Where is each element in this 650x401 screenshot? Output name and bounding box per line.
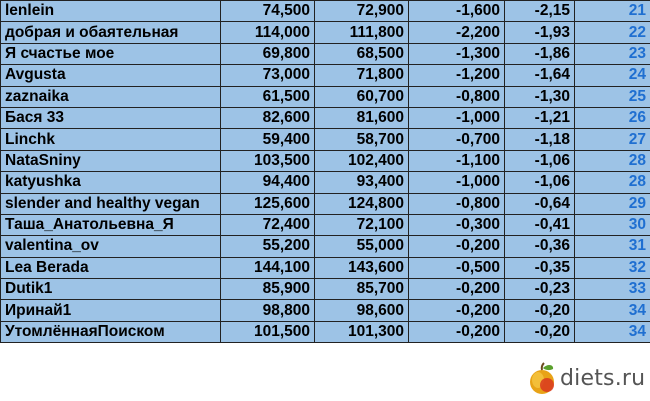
table-row (1, 86, 650, 107)
start-weight: 103,500 (221, 150, 315, 171)
rank-number: 23 (575, 43, 650, 64)
current-weight: 101,300 (315, 321, 409, 342)
current-weight: 98,600 (315, 300, 409, 321)
participant-name: valentina_ov (1, 236, 221, 257)
weight-change: -0,800 (409, 86, 505, 107)
weight-change: -1,100 (409, 150, 505, 171)
percent-change: -0,35 (505, 257, 575, 278)
participant-name: Linchk (1, 129, 221, 150)
start-weight: 61,500 (221, 86, 315, 107)
start-weight: 74,500 (221, 1, 315, 22)
percent-change: -0,41 (505, 214, 575, 235)
table-row (1, 107, 650, 128)
percent-change: -1,30 (505, 86, 575, 107)
logo-text: diets.ru (560, 365, 646, 391)
start-weight: 144,100 (221, 257, 315, 278)
percent-change: -2,15 (505, 1, 575, 22)
percent-change: -1,64 (505, 65, 575, 86)
apple-icon (528, 361, 556, 395)
participant-name: УтомлённаяПоиском (1, 321, 221, 342)
percent-change: -1,21 (505, 107, 575, 128)
start-weight: 98,800 (221, 300, 315, 321)
participant-name: zaznaika (1, 86, 221, 107)
current-weight: 143,600 (315, 257, 409, 278)
rank-number: 34 (575, 300, 650, 321)
start-weight: 59,400 (221, 129, 315, 150)
participant-name: NataSniny (1, 150, 221, 171)
participant-name: Lea Berada (1, 257, 221, 278)
start-weight: 69,800 (221, 43, 315, 64)
percent-change: -1,93 (505, 22, 575, 43)
percent-change: -0,64 (505, 193, 575, 214)
start-weight: 101,500 (221, 321, 315, 342)
table-row (1, 129, 650, 150)
table-row (1, 22, 650, 43)
participant-name: добрая и обаятельная (1, 22, 221, 43)
percent-change: -1,06 (505, 150, 575, 171)
table-row (1, 279, 650, 300)
table-row (1, 65, 650, 86)
start-weight: 55,200 (221, 236, 315, 257)
participant-name: Иринай1 (1, 300, 221, 321)
rank-number: 26 (575, 107, 650, 128)
percent-change: -1,86 (505, 43, 575, 64)
rank-number: 31 (575, 236, 650, 257)
rank-number: 29 (575, 193, 650, 214)
participant-name: lenlein (1, 1, 221, 22)
weight-change: -1,000 (409, 107, 505, 128)
start-weight: 85,900 (221, 279, 315, 300)
current-weight: 111,800 (315, 22, 409, 43)
participant-name: Бася 33 (1, 107, 221, 128)
participant-name: Я счастье мое (1, 43, 221, 64)
diets-logo[interactable] (528, 360, 645, 396)
table-row (1, 321, 650, 342)
weight-change: -1,300 (409, 43, 505, 64)
table-row (1, 172, 650, 193)
rank-number: 25 (575, 86, 650, 107)
current-weight: 55,000 (315, 236, 409, 257)
weight-change: -1,200 (409, 65, 505, 86)
rank-number: 27 (575, 129, 650, 150)
rank-number: 34 (575, 321, 650, 342)
rank-number: 22 (575, 22, 650, 43)
percent-change: -1,18 (505, 129, 575, 150)
table-row (1, 214, 650, 235)
participant-name: Avgusta (1, 65, 221, 86)
results-table-body (1, 1, 650, 343)
percent-change: -0,20 (505, 321, 575, 342)
participant-name: katyushka (1, 172, 221, 193)
rank-number: 28 (575, 150, 650, 171)
weight-change: -0,300 (409, 214, 505, 235)
table-row (1, 257, 650, 278)
start-weight: 114,000 (221, 22, 315, 43)
current-weight: 72,900 (315, 1, 409, 22)
table-row (1, 150, 650, 171)
percent-change: -1,06 (505, 172, 575, 193)
start-weight: 82,600 (221, 107, 315, 128)
weight-change: -0,200 (409, 321, 505, 342)
table-row (1, 193, 650, 214)
weight-change: -0,200 (409, 300, 505, 321)
rank-number: 33 (575, 279, 650, 300)
current-weight: 85,700 (315, 279, 409, 300)
table-row (1, 236, 650, 257)
rank-number: 30 (575, 214, 650, 235)
percent-change: -0,23 (505, 279, 575, 300)
current-weight: 102,400 (315, 150, 409, 171)
current-weight: 68,500 (315, 43, 409, 64)
weight-change: -2,200 (409, 22, 505, 43)
weight-change: -0,200 (409, 236, 505, 257)
current-weight: 124,800 (315, 193, 409, 214)
table-row (1, 43, 650, 64)
weight-change: -0,800 (409, 193, 505, 214)
participant-name: Dutik1 (1, 279, 221, 300)
current-weight: 58,700 (315, 129, 409, 150)
percent-change: -0,36 (505, 236, 575, 257)
rank-number: 28 (575, 172, 650, 193)
table-row (1, 1, 650, 22)
rank-number: 24 (575, 65, 650, 86)
start-weight: 72,400 (221, 214, 315, 235)
current-weight: 81,600 (315, 107, 409, 128)
weight-change: -0,700 (409, 129, 505, 150)
participant-name: Таша_Анатольевна_Я (1, 214, 221, 235)
current-weight: 72,100 (315, 214, 409, 235)
rank-number: 32 (575, 257, 650, 278)
weight-change: -1,600 (409, 1, 505, 22)
weight-change: -1,000 (409, 172, 505, 193)
rank-number: 21 (575, 1, 650, 22)
start-weight: 73,000 (221, 65, 315, 86)
start-weight: 94,400 (221, 172, 315, 193)
start-weight: 125,600 (221, 193, 315, 214)
current-weight: 60,700 (315, 86, 409, 107)
table-row (1, 300, 650, 321)
participant-name: slender and healthy vegan (1, 193, 221, 214)
current-weight: 71,800 (315, 65, 409, 86)
percent-change: -0,20 (505, 300, 575, 321)
weight-change: -0,200 (409, 279, 505, 300)
weight-change: -0,500 (409, 257, 505, 278)
current-weight: 93,400 (315, 172, 409, 193)
